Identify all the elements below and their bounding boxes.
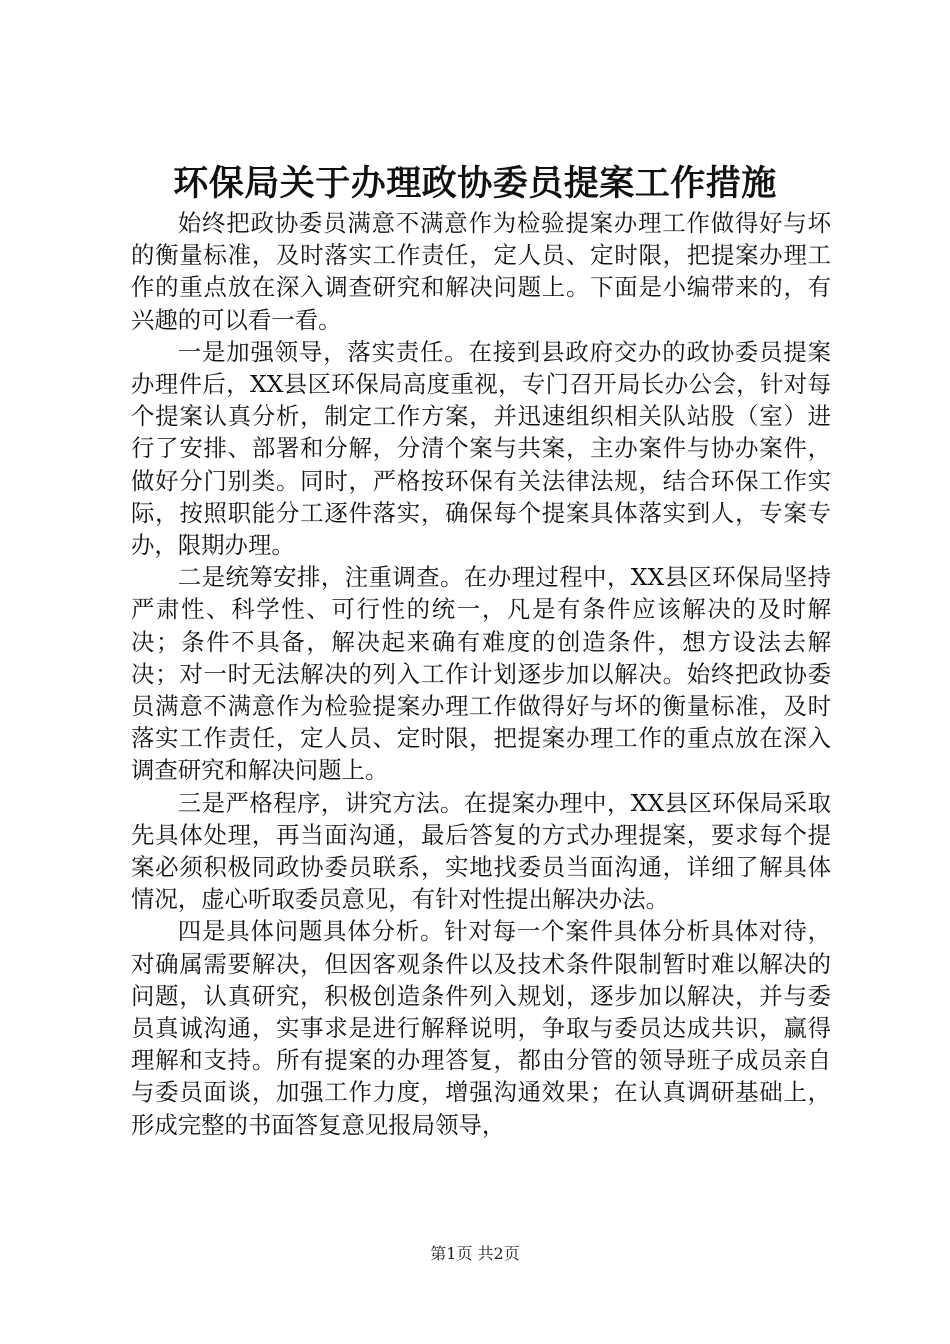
document-body <box>131 207 831 1141</box>
document-title: 环保局关于办理政协委员提案工作措施 <box>173 163 777 204</box>
paragraph-procedure: 三是严格程序，讲究方法。在提案办理中，XX县区环保局采取先具体处理，再当面沟通，最后答复的方式办理提案，要求每个提案必须积极同政协委员联系，实地找委员当面沟通，详细了解具体情况，虚心听取委员意见，有针对性提出解决办法。 <box>131 788 831 914</box>
paragraph-planning: 二是统筹安排，注重调查。在办理过程中，XX县区环保局坚持严肃性、科学性、可行性的统一，凡是有条件应该解决的及时解决；条件不具备，解决起来确有难度的创造条件，想方设法去解决；对一时无法解决的列入工作计划逐步加以解决。始终把政协委员满意不满意作为检验提案办理工作做得好与坏的衡量标准，及时落实工作责任，定人员、定时限，把提案办理工作的重点放在深入调查研究和解决问题上。 <box>131 563 831 785</box>
paragraph-leadership: 一是加强领导，落实责任。在接到县政府交办的政协委员提案办理件后，XX县区环保局高度重视，专门召开局长办公会，针对每个提案认真分析，制定工作方案，并迅速组织相关队站股（室）进行了安排、部署和分解，分清个案与共案，主办案件与协办案件，做好分门别类。同时，严格按环保有关法律法规，结合环保工作实际，按照职能分工逐件落实，确保每个提案具体落实到人，专案专办，限期办理。 <box>131 337 831 560</box>
paragraph-intro: 始终把政协委员满意不满意作为检验提案办理工作做得好与坏的衡量标准，及时落实工作责任，定人员、定时限，把提案办理工作的重点放在深入调查研究和解决问题上。下面是小编带来的，有兴趣的可以看一看。 <box>131 209 831 334</box>
page-number: 第1页 共2页 <box>430 1244 520 1263</box>
paragraph-analysis: 四是具体问题具体分析。针对每一个案件具体分析具体对待，对确属需要解决，但因客观条件以及技术条件限制暂时难以解决的问题，认真研究，积极创造条件列入规划，逐步加以解决，并与委员真诚沟通，实事求是进行解释说明，争取与委员达成共识，赢得理解和支持。所有提案的办理答复，都由分管的领导班子成员亲自与委员面谈，加强工作力度，增强沟通效果；在认真调研基础上，形成完整的书面答复意见报局领导， <box>131 917 831 1139</box>
